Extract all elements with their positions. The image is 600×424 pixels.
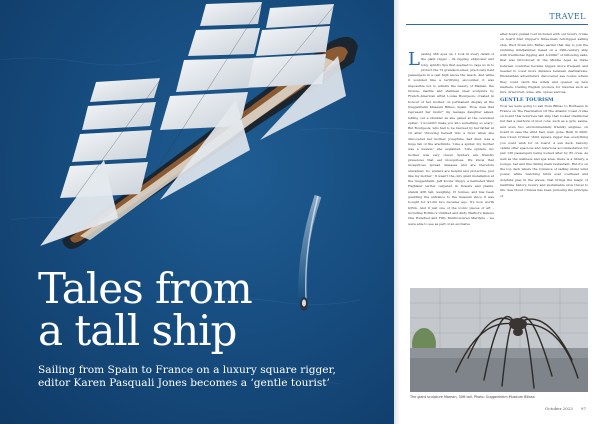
tender-boat <box>300 196 318 311</box>
article-headline <box>38 264 252 355</box>
section-rule <box>406 24 588 25</box>
body-text-col2b: Now we were going to sail from Bilbao to Bordeaux in France on The Fascination Of The Atlantic Coast cruise on board this luxurious tall ship that looked traditional but had a plethora of mod cons, such as a gym, sauna, and even two environmentally friendly engines, on board in case the wind had, well, gone. Built in 2000, Sea Cloud Crimes' third square rigger has everything you could wish for on board. A sun deck, balcony cabins offer spacious and luxurious accommodation for just 136 passengers being looked after by 85 crew. As well as the wellness and spa area, there is a library, a lounge, bar and fine dining main restaurant. But it's on the top deck where the romance of sailing under wind power, while watching birds soar overhead and dolphins play in the waves, that brings the magic of maritime history, luxury and sustainable slow travel to life. Sea Cloud Cruises has been pursuing the principle of <box>500 103 588 198</box>
issue-date: October 2023 <box>545 406 573 411</box>
photo-caption: The giant sculpture Maman, 30ft tall. Photo: Guggenheim Museum Bilbao <box>410 395 535 399</box>
headline-line-1: Tales from <box>38 264 252 313</box>
subheading: GENTLE TOURISM <box>500 96 554 103</box>
body-column-1 <box>408 52 494 278</box>
body-column-2 <box>500 32 588 280</box>
standfirst: Sailing from Spain to France on a luxury square rigger, editor Karen Pasquali Jones becomes a ‘gentle tourist’ <box>38 364 336 389</box>
article-page <box>394 0 600 424</box>
body-text-col2a: after-hours guided tour included with our luxury cruise on board Star Clipper's three-mast full-rigged sailing ship. We'd flown into Bilbao earlier that day to join the stunning windjammer, based on a 19th-century ship with traditional rigging and 4,200m² of billowing sails, that was introduced in the Middle Ages as trade between countries became bigger, more frequent and needed to cover more distance between destinations. Elizabethan adventurers discovered sea routes where they could catch the winds and opened up new markets, trading English produce for luxuries such as furs, dried fruit, wine, silk, spices and tea. <box>500 32 588 95</box>
ship-sails <box>40 2 346 246</box>
page-number: 97 <box>580 406 586 411</box>
body-text-col1: eaving 360 eyes on, I took in every detail of the giant rigger – its rigging, shiptower and long, spindly tips that seemed to cage us in to protect the 72 grandson-sized, preciously held passengers in a cast high above the beach. And while it sounded like a terrifying encounter, it was impossible not to admire the beauty of Maman, the bronze, marble and stainless steel sculpture by French-American artist Louise Bourgeois, created in honour of her mother, on permanent display at the Guggenheim Museum Bilbao, Spain. ‘How does that represent her mum?’ my teenage daughter asked, letting out a shudder as she gazed at the oversized spider. ‘I wouldn't make you into something so scary.’ But Bourgeois, who had to be rescued by her father at 10 after throwing herself into a river when she discovered her mother, Josephine, had died, was a huge fan of the arachnids. ‘Like a spider, my mother was a weaver,’ she explained. ‘Like spiders, my mother was very clever. Spiders are friendly presences that eat mosquitoes. We know that mosquitoes spread diseases and are therefore unwanted. So, spiders are helpful and protective, just like my mother.’ It wasn't the only giant installation at the Guggenheim. Jeff Koons' Puppy, a helmeted West Highland terrier carpeted in flowers and plants, stands 43ft tall, weighing 15 tonnes, and has been guarding the entrance to the museum since it was bought for $1.2m two decades ago. It's now worth $35m. And it just one of the iconic pieces of art – including Rothko's Untitled and Andy Warhol's famous One Hundred and Fifty Multicoloured Marilyns – we were able to see as part of an exclusive <box>408 52 494 226</box>
section-label: TRAVEL <box>549 12 586 21</box>
headline-line-2: a tall ship <box>38 306 237 355</box>
drop-cap: L <box>408 52 420 70</box>
page-folio <box>545 406 586 411</box>
spider-sculpture-photo <box>410 288 588 392</box>
